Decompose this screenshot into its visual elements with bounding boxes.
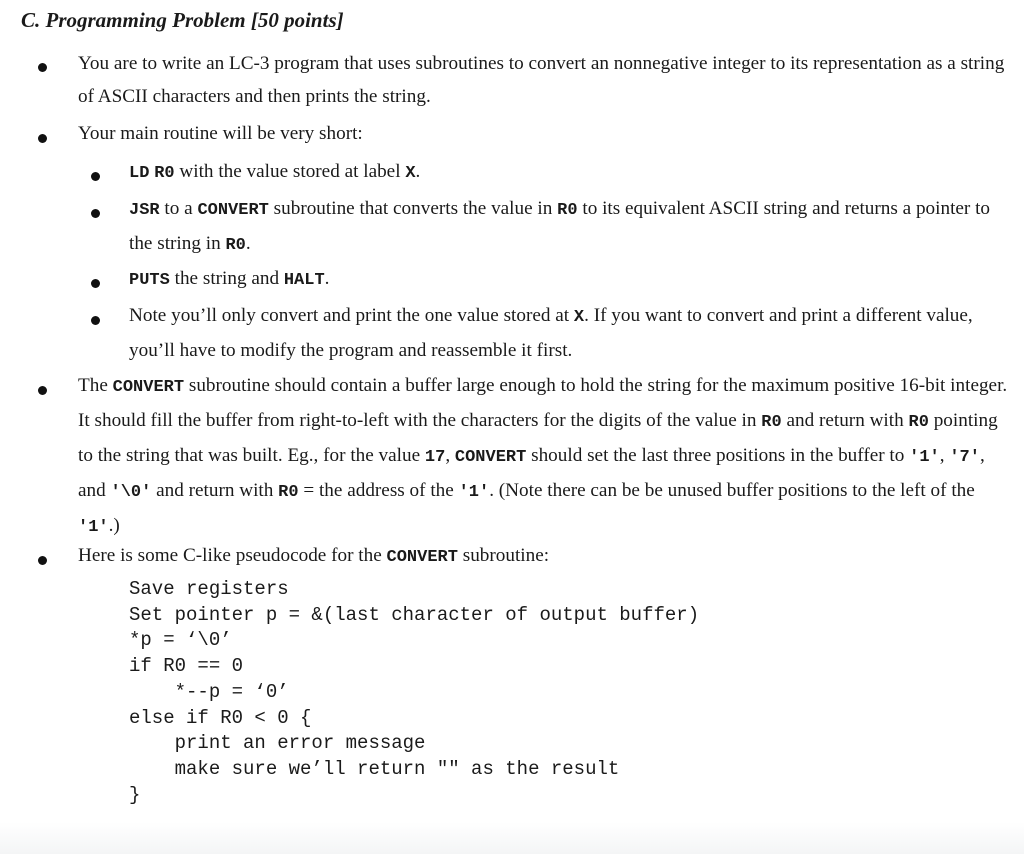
code-line: print an error message: [129, 732, 426, 755]
code-line: Save registers: [129, 578, 289, 600]
paragraph-main-routine: Your main routine will be very short:: [78, 123, 363, 144]
paragraph-task: You are to write an LC-3 program that uses subroutines to convert an nonnegative integer to its representation as a string of ASCII characters and then prints the string.: [78, 53, 1005, 107]
sub-bullet-dot: [91, 316, 100, 325]
code-line: Set pointer p = &(last character of output buffer): [129, 603, 700, 626]
step-puts: PUTS the string and HALT.: [129, 268, 330, 290]
paragraph-pseudocode-intro: Here is some C-like pseudocode for the CONVERT subroutine:: [78, 545, 550, 567]
step-note: Note you’ll only convert and print the one value stored at X. If you want to convert and print a different value, you’ll have to modify the program and reassemble it first.: [129, 305, 973, 361]
pseudocode-block: [129, 577, 699, 808]
code-line: else if R0 < 0 {: [129, 706, 312, 729]
sub-bullet-dot: [91, 209, 100, 218]
bullet-dot: [38, 386, 47, 395]
code-line: *p = ‘\0’: [129, 629, 232, 652]
step-jsr: JSR to a CONVERT subroutine that converts the value in R0 to its equivalent ASCII string and returns a pointer to the string in R0.: [129, 198, 991, 255]
bullet-dot: [38, 134, 47, 143]
step-load: LD R0 with the value stored at label X.: [129, 161, 421, 183]
paragraph-convert: The CONVERT subroutine should contain a buffer large enough to hold the string for the maximum positive 16-bit integer. It should fill the buffer from right-to-left with the characters for the digits of the value in R0 and return with R0 pointing to the string that was built. Eg., for the value 17, CONVERT should set the last three positions in the buffer to '1', '7', and '\0' and return with R0 = the address of the '1'. (Note there can be be unused buffer positions to the left of the '1'.): [78, 375, 1008, 537]
code-line: }: [129, 783, 141, 806]
code-line: make sure we’ll return "" as the result: [129, 757, 620, 780]
code-line: *--p = ‘0’: [129, 680, 289, 703]
problem-title: C. Programming Problem [50 points]: [21, 8, 344, 32]
bullet-dot: [38, 556, 47, 565]
sub-bullet-dot: [91, 172, 100, 181]
sub-bullet-dot: [91, 279, 100, 288]
page-bottom-fade: [0, 822, 1024, 854]
bullet-dot: [38, 63, 47, 72]
code-line: if R0 == 0: [129, 655, 244, 678]
